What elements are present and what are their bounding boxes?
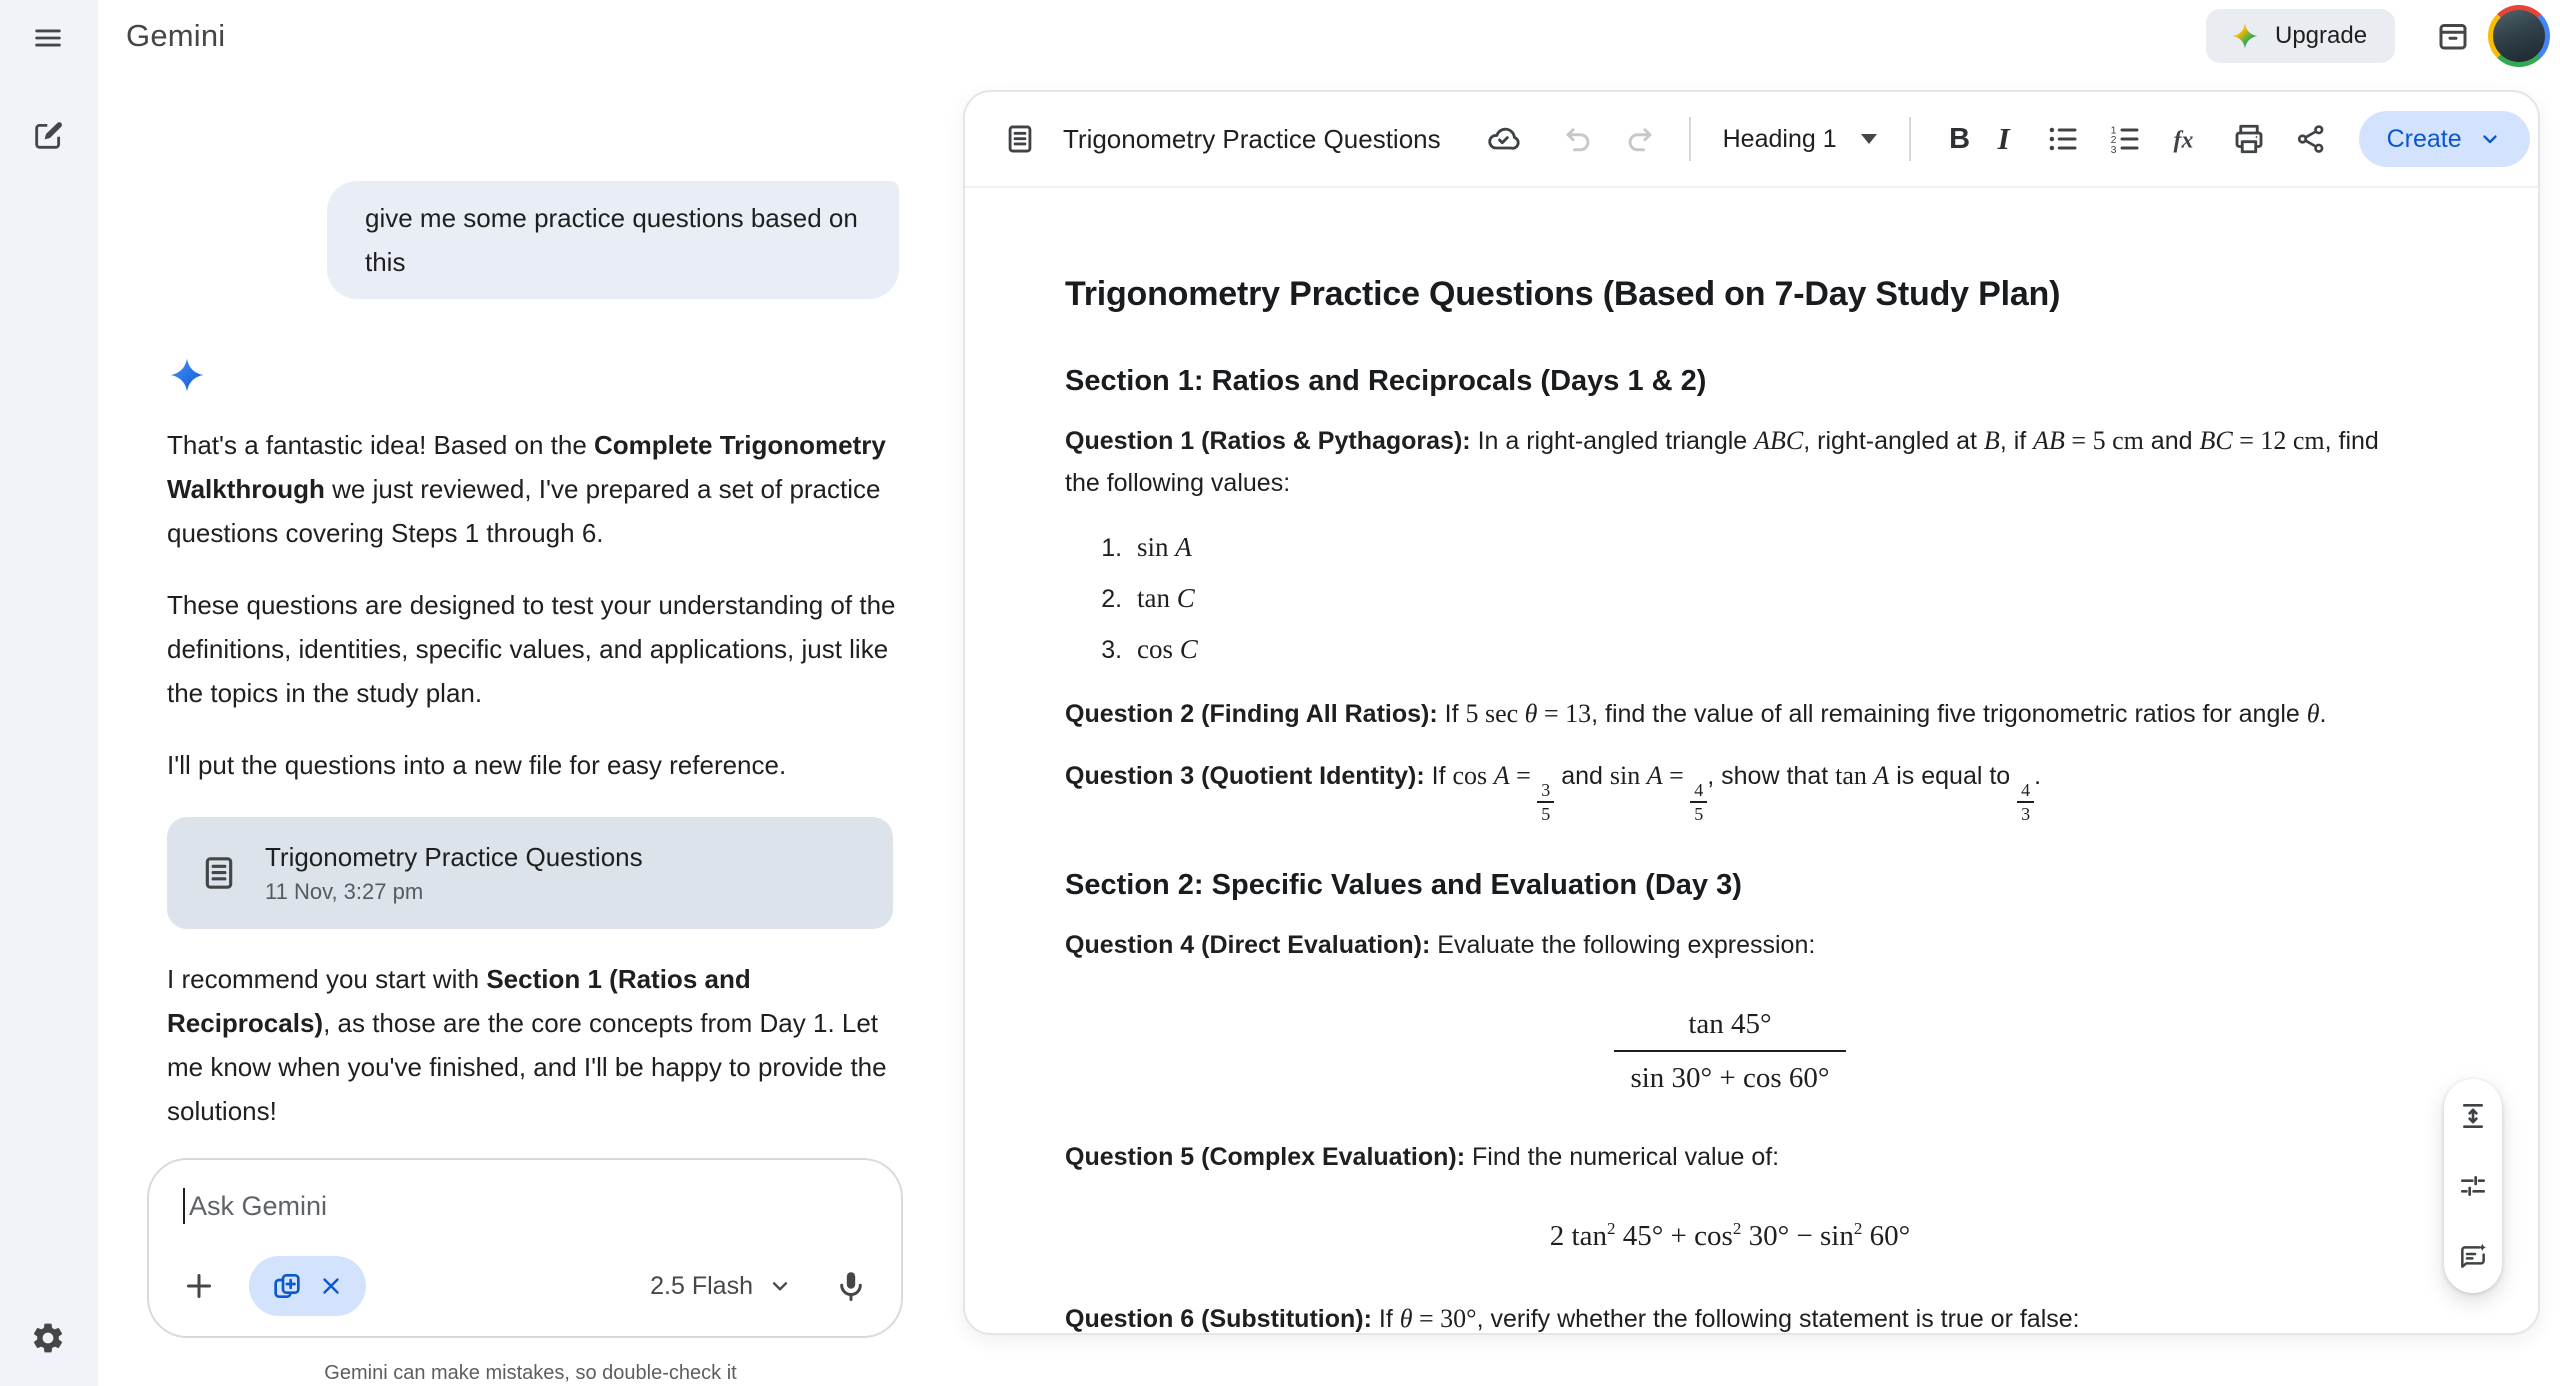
chevron-down-icon [767, 1273, 793, 1299]
doc-list-item: 1. sin A [1129, 528, 2428, 567]
new-chat-button[interactable] [24, 112, 72, 160]
model-selector[interactable] [650, 1272, 793, 1301]
svg-text:2: 2 [2110, 134, 2117, 147]
archive-icon [2435, 18, 2471, 54]
chevron-down-icon [1861, 134, 1877, 152]
file-card-title: Trigonometry Practice Questions [265, 841, 643, 872]
add-files-button[interactable] [177, 1264, 221, 1308]
file-card[interactable] [167, 817, 893, 929]
doc-title-heading: Trigonometry Practice Questions (Based on 7-Day Study Plan) [1065, 275, 2061, 313]
doc-paragraph: Question 4 (Direct Evaluation): Evaluate the following expression: [1065, 931, 1816, 960]
cloud-saved-icon [1485, 121, 1521, 157]
doc-ordered-list [1065, 528, 2428, 669]
doc-section-heading: Section 2: Specific Values and Evaluation (Day 3) [1065, 869, 1742, 902]
text-cursor [183, 1188, 185, 1224]
settings-button[interactable] [24, 1314, 72, 1362]
bulleted-list-button[interactable] [2039, 121, 2087, 157]
mic-button[interactable] [829, 1264, 873, 1308]
numbered-list-button[interactable] [2101, 121, 2149, 157]
document-icon [1003, 122, 1037, 156]
redo-button[interactable] [1623, 122, 1657, 156]
sidebar [0, 0, 98, 1386]
inline-fraction: $\frac{4}{5}$ [1690, 780, 1707, 824]
app-title: Gemini [126, 18, 226, 53]
share-icon[interactable] [2287, 122, 2335, 156]
canvas-tool-icon [271, 1270, 303, 1302]
document-icon [199, 853, 239, 893]
tune-icon[interactable] [2456, 1169, 2490, 1203]
toolbar-divider [1689, 117, 1691, 161]
canvas-quick-tools [2444, 1079, 2502, 1293]
remove-tool-icon[interactable] [318, 1273, 344, 1299]
paragraph-style-selector[interactable] [1723, 125, 1877, 154]
upgrade-label: Upgrade [2275, 22, 2368, 49]
create-button[interactable] [2359, 111, 2530, 167]
canvas-toolbar [965, 92, 2538, 188]
doc-list-item: 2. tan C [1129, 579, 2428, 618]
doc-paragraph: Question 2 (Finding All Ratios): If 5 sec θ = 13, find the value of all remaining five trigonometric ratios for angle θ. [1065, 699, 2327, 728]
plus-icon [181, 1268, 217, 1304]
close-canvas-button[interactable] [2556, 122, 2560, 156]
new-chat-icon [31, 119, 65, 153]
svg-text:3: 3 [2110, 143, 2117, 156]
assistant-paragraph: I recommend you start with Section 1 (Ratios and Reciprocals), as those are the core concepts from Day 1. Let me know when you've finished, and I'll be happy to provide the solutions! [167, 964, 887, 1126]
doc-paragraph: Question 1 (Ratios & Pythagoras): In a right-angled triangle ABC, right-angled at B, if AB = 5 cm and BC = 12 cm, find the following values: [1065, 426, 2379, 497]
document-editor[interactable] [965, 188, 2538, 1333]
doc-paragraph: Question 3 (Quotient Identity): If cos A = $\frac{3}{5}$ and sin A = $\frac{4}{5}$ , show that tan A is equal to $\frac{4}{3}$ . [1065, 761, 2042, 825]
inline-fraction: $\frac{3}{5}$ [1537, 780, 1554, 824]
mic-icon [833, 1268, 869, 1304]
equation-button[interactable] [2163, 120, 2211, 158]
toolbar-divider [1909, 117, 1911, 161]
doc-list-item: 3. cos C [1129, 630, 2428, 669]
suggest-icon[interactable] [2456, 1239, 2490, 1273]
prompt-placeholder: Ask Gemini [189, 1190, 328, 1221]
file-card-timestamp: 11 Nov, 3:27 pm [265, 878, 424, 904]
avatar[interactable] [2488, 5, 2550, 67]
upgrade-sparkle-icon [2230, 21, 2260, 51]
avatar-photo [2493, 10, 2545, 62]
prompt-input[interactable] [147, 1158, 903, 1338]
bold-button[interactable]: B [1949, 122, 1971, 155]
italic-button[interactable]: I [1997, 121, 2010, 156]
canvas-panel [963, 90, 2540, 1335]
svg-text:fx: fx [2173, 127, 2193, 154]
archive-button[interactable] [2428, 11, 2478, 61]
inline-fraction: $\frac{4}{3}$ [2017, 780, 2034, 824]
canvas-tool-chip[interactable] [249, 1256, 366, 1316]
menu-icon [31, 21, 65, 55]
chevron-down-icon [2478, 127, 2502, 151]
create-button-label: Create [2386, 124, 2462, 153]
assistant-paragraph: I'll put the questions into a new file for easy reference. [167, 750, 787, 780]
line-height-icon[interactable] [2456, 1099, 2490, 1133]
doc-paragraph: Question 5 (Complex Evaluation): Find the numerical value of: [1065, 1143, 1780, 1172]
assistant-paragraph: That's a fantastic idea! Based on the Complete Trigonometry Walkthrough we just reviewed, I've prepared a set of practice questions covering Steps 1 through 6. [167, 430, 886, 548]
doc-display-fraction: $\frac{\tan 45^\circ}{\sin 30^\circ + \cos 60^\circ}$ [1065, 1006, 2395, 1096]
settings-gear-icon [30, 1320, 66, 1356]
undo-button[interactable] [1561, 122, 1595, 156]
doc-paragraph: Question 6 (Substitution): If θ = 30°, verify whether the following statement is true or false: [1065, 1304, 2080, 1333]
user-message-bubble: give me some practice questions based on this [327, 181, 899, 299]
gemini-sparkle-icon [167, 355, 207, 395]
menu-button[interactable] [24, 14, 72, 62]
doc-display-equation: 2 $\tan^2 45^\circ + \cos^2 30^\circ - \sin^2 60^\circ$ [1549, 1219, 1911, 1253]
assistant-paragraph: These questions are designed to test your understanding of the definitions, identities, specific values, and applications, just like the topics in the study plan. [167, 590, 896, 708]
svg-text:1: 1 [2110, 124, 2117, 137]
print-button[interactable] [2225, 121, 2273, 157]
chat-panel [98, 75, 963, 1386]
doc-title-field[interactable]: Trigonometry Practice Questions [1063, 123, 1441, 154]
model-label: 2.5 Flash [650, 1271, 753, 1300]
upgrade-button[interactable] [2206, 9, 2395, 63]
paragraph-style-label: Heading 1 [1722, 124, 1837, 153]
disclaimer-text: Gemini can make mistakes, so double-check it [324, 1362, 737, 1384]
doc-section-heading: Section 1: Ratios and Reciprocals (Days 1 & 2) [1065, 365, 1707, 397]
